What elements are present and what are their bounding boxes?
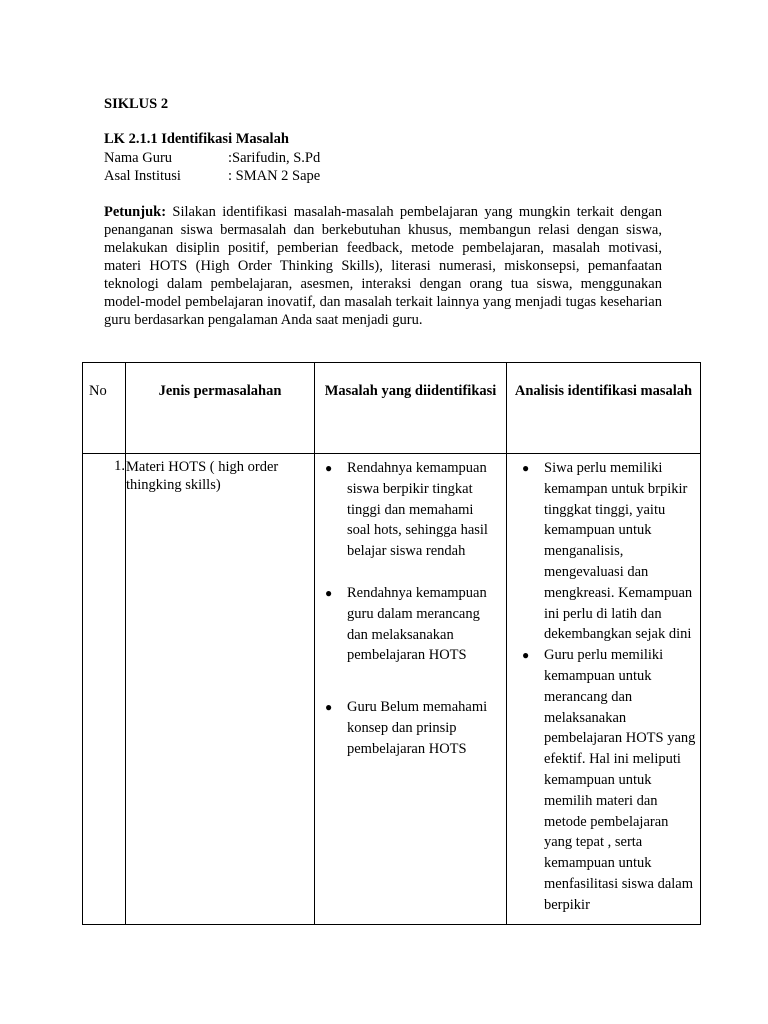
instructions-label: Petunjuk: — [104, 204, 167, 220]
bullet-icon: ● — [522, 461, 530, 475]
list-item-text: Rendahnya kemampuan siswa berpikir tingkat tinggi dan memahami soal hots, sehingga hasil belajar siswa rendah — [347, 460, 488, 560]
list-item — [325, 697, 498, 759]
institution-value: : SMAN 2 Sape — [228, 168, 321, 184]
list-item-text: Guru perlu memiliki kemampuan untuk merancang dan melaksanakan pembelajaran HOTS yang efektif. Hal ini meliputi kemampuan untuk memilih materi dan metode pembelajaran yang tepat , serta kemampuan untuk menfasilitasi siswa dalam berpikir — [544, 647, 696, 913]
instructions-paragraph — [104, 203, 662, 329]
header-jenis-permasalahan: Jenis permasalahan — [126, 363, 315, 454]
problem-type: Materi HOTS ( high order thingking skills) — [126, 454, 315, 925]
list-item — [522, 458, 696, 645]
institution-label: Asal Institusi — [104, 168, 181, 184]
bullet-icon: ● — [522, 648, 530, 663]
header-no: No — [83, 363, 126, 454]
identified-problems-cell — [315, 454, 507, 925]
table-row — [83, 454, 701, 925]
bullet-icon: ● — [325, 585, 333, 600]
institution-row — [104, 168, 320, 185]
analysis-list — [507, 458, 700, 916]
analysis-content — [507, 458, 700, 924]
row-number: 1. — [83, 454, 126, 925]
table-header-row — [83, 363, 701, 454]
analysis-cell — [507, 454, 701, 925]
list-item — [325, 458, 498, 562]
bullet-icon: ● — [325, 461, 333, 475]
worksheet-title: LK 2.1.1 Identifikasi Masalah — [104, 131, 289, 147]
list-item — [325, 583, 498, 666]
list-item — [522, 645, 696, 915]
teacher-name-label: Nama Guru — [104, 150, 173, 166]
teacher-name-value: :Sarifudin, S.Pd — [228, 150, 321, 166]
list-item-text: Siwa perlu memiliki kemampan untuk brpikir tinggkat tinggi, yaitu kemampuan untuk menganalisis, mengevaluasi dan mengkreasi. Kemampuan ini perlu di latih dan dekembangkan sejak dini — [544, 460, 693, 643]
header-analisis-identifikasi: Analisis identifikasi masalah — [507, 363, 701, 454]
problem-identification-table — [82, 362, 701, 925]
cycle-heading: SIKLUS 2 — [104, 96, 169, 112]
list-item-text: Guru Belum memahami konsep dan prinsip pembelajaran HOTS — [347, 699, 488, 757]
identified-problems-list — [315, 458, 506, 760]
teacher-name-row — [104, 150, 320, 167]
list-item-text: Rendahnya kemampuan guru dalam merancang dan melaksanakan pembelajaran HOTS — [347, 584, 487, 664]
header-masalah-diidentifikasi: Masalah yang diidentifikasi — [315, 363, 507, 454]
bullet-icon: ● — [325, 700, 333, 715]
instructions-text: Silakan identifikasi masalah-masalah pembelajaran yang mungkin terkait dengan penanganan siswa bermasalah dan berkebutuhan khusus, membangun relasi dengan siswa, melakukan disiplin positif, pemberian feedback, metode pembelajaran, masalah motivasi, materi HOTS (High Order Thinking Skills), literasi numerasi, miskonsepsi, pemanfaatan teknologi dalam pembelajaran, asesmen, interaksi dengan orang tua siswa, menggunakan model-model pembelajaran inovatif, dan masalah terkait lainnya yang menjadi tugas keseharian guru berdasarkan pengalaman Anda saat menjadi guru. — [104, 204, 662, 328]
